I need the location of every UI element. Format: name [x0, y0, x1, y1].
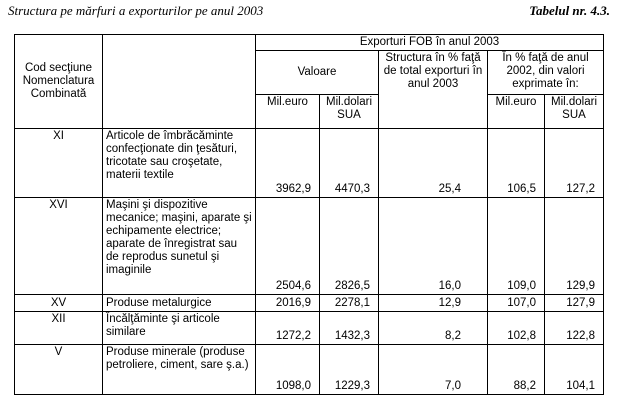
- table-row: [15, 129, 604, 198]
- row-code: XVI: [15, 198, 103, 295]
- exports-table: [14, 34, 604, 395]
- row-description: Încălţăminte şi articole similare: [103, 312, 256, 345]
- row-structure-pct: 8,2: [379, 312, 488, 345]
- row-value-usd: 2278,1: [320, 295, 379, 312]
- row-pct-usd: 127,2: [545, 129, 604, 198]
- row-pct-euro: 88,2: [488, 345, 545, 395]
- header-fata-de-2002: În % faţă de anul 2002, din valori exprimate în:: [488, 51, 604, 95]
- table-row: [15, 312, 604, 345]
- row-description: Maşini şi dispozitive mecanice; maşini, aparate şi echipamente electrice; aparate de înregistrat sau de reprodus sunetul şi imaginile: [103, 198, 256, 295]
- header-valoare: Valoare: [256, 51, 379, 95]
- row-value-euro: 1272,2: [256, 312, 320, 345]
- table-row: [15, 345, 604, 395]
- header-description-blank: [103, 35, 256, 129]
- row-value-euro: 2016,9: [256, 295, 320, 312]
- row-pct-usd: 122,8: [545, 312, 604, 345]
- row-code: XI: [15, 129, 103, 198]
- row-structure-pct: 12,9: [379, 295, 488, 312]
- row-value-usd: 1432,3: [320, 312, 379, 345]
- header-mil-dolari-2: Mil.dolari SUA: [545, 95, 604, 129]
- row-structure-pct: 25,4: [379, 129, 488, 198]
- row-value-usd: 1229,3: [320, 345, 379, 395]
- row-pct-euro: 102,8: [488, 312, 545, 345]
- row-structure-pct: 7,0: [379, 345, 488, 395]
- table-title: Structura pe mărfuri a exporturilor pe anul 2003: [8, 3, 264, 18]
- header-cod-sectiune: Cod secţiune Nomenclatura Combinată: [15, 35, 103, 129]
- header-structura: Structura în % faţă de total exporturi în anul 2003: [379, 51, 488, 129]
- row-description: Produse minerale (produse petroliere, ciment, sare ş.a.): [103, 345, 256, 395]
- row-pct-usd: 104,1: [545, 345, 604, 395]
- row-value-euro: 3962,9: [256, 129, 320, 198]
- row-pct-euro: 106,5: [488, 129, 545, 198]
- row-structure-pct: 16,0: [379, 198, 488, 295]
- row-value-usd: 4470,3: [320, 129, 379, 198]
- row-value-usd: 2826,5: [320, 198, 379, 295]
- row-pct-euro: 109,0: [488, 198, 545, 295]
- row-value-euro: 2504,6: [256, 198, 320, 295]
- row-code: XII: [15, 312, 103, 345]
- header-mil-euro-2: Mil.euro: [488, 95, 545, 129]
- table-row: [15, 198, 604, 295]
- row-value-euro: 1098,0: [256, 345, 320, 395]
- table-row: [15, 295, 604, 312]
- row-pct-euro: 107,0: [488, 295, 545, 312]
- row-code: V: [15, 345, 103, 395]
- header-exporturi: Exporturi FOB în anul 2003: [256, 35, 604, 51]
- row-pct-usd: 129,9: [545, 198, 604, 295]
- row-pct-usd: 127,9: [545, 295, 604, 312]
- header-mil-dolari: Mil.dolari SUA: [320, 95, 379, 129]
- row-code: XV: [15, 295, 103, 312]
- row-description: Produse metalurgice: [103, 295, 256, 312]
- header-mil-euro: Mil.euro: [256, 95, 320, 129]
- table-number: Tabelul nr. 4.3.: [529, 3, 610, 18]
- row-description: Articole de îmbrăcăminte confecţionate din ţesături, tricotate sau croşetate, materii textile: [103, 129, 256, 198]
